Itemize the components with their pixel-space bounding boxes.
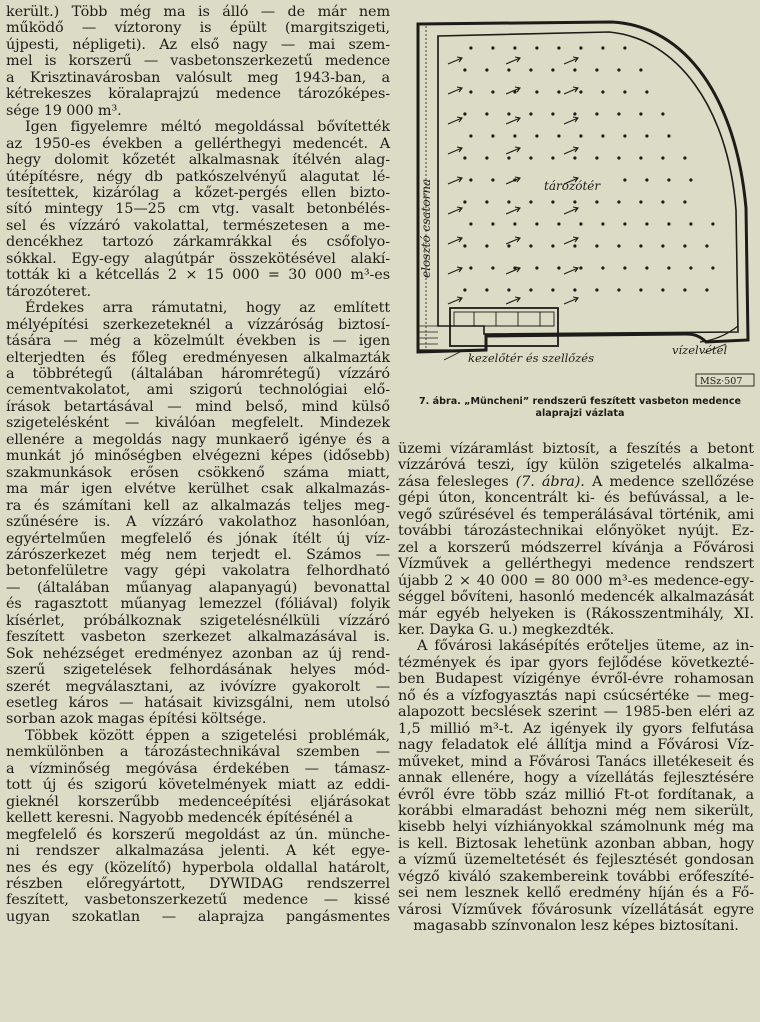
storage-dot — [623, 266, 626, 269]
storage-dot — [601, 90, 604, 93]
text-line: sorban azok magas építési költsége. — [6, 711, 267, 728]
storage-dot — [529, 288, 532, 291]
storage-dot — [573, 288, 576, 291]
flow-arrow — [564, 87, 578, 94]
text-line: is kell. Biztosak lehetünk azonban abban, hogy — [398, 835, 754, 852]
figure-7-floor-plan — [404, 8, 756, 388]
text-line: zása felesleges (7. ábra). A medence szellőzése — [398, 473, 755, 490]
storage-dot — [485, 244, 488, 247]
text-line: működő — víztorony is épült (margitszigeti, — [6, 20, 390, 37]
flow-arrow — [448, 147, 462, 154]
storage-dot — [617, 288, 620, 291]
text-line: mel is korszerű — vasbetonszerkezetű medence — [6, 53, 390, 70]
storage-dot — [667, 178, 670, 181]
storage-dot — [551, 156, 554, 159]
storage-space-label: tározótér — [544, 179, 601, 193]
storage-dot — [667, 222, 670, 225]
flow-arrow — [506, 297, 520, 304]
text-line: ker. Dayka G. u.) megkezdték. — [398, 621, 615, 638]
text-line: zárószerkezet még nem terjedt el. Számos — — [6, 546, 390, 563]
storage-dot — [491, 134, 494, 137]
flow-arrow — [564, 207, 578, 214]
text-line: írások betartásával — mind belső, mind külső — [6, 398, 390, 415]
figure-stamp: MSz·507 — [700, 376, 743, 387]
text-line: városi Vízművek fővárosunk vízellátását egyre — [398, 901, 754, 918]
storage-dot — [513, 46, 516, 49]
text-line: mélyépítési szerkezeteknél a vízzáróság biztosí- — [6, 316, 390, 333]
storage-dot — [645, 222, 648, 225]
storage-dot — [595, 244, 598, 247]
figure-reference: (7. ábra) — [515, 473, 581, 490]
storage-dot — [529, 200, 532, 203]
text-line: tározóteret. — [6, 283, 92, 300]
storage-dot — [617, 200, 620, 203]
storage-dot — [529, 156, 532, 159]
storage-dot — [513, 222, 516, 225]
storage-dot — [485, 200, 488, 203]
text-line: a vízmű üzemeltetését és fejlesztését gondosan — [398, 852, 754, 869]
storage-dot — [689, 266, 692, 269]
text-line: útépítésre, négy db patkószelvényű alagutat lé- — [6, 168, 390, 185]
flow-arrow — [564, 57, 578, 64]
text-line: ellenére a megoldás nagy munkaerő igénye és a — [6, 431, 390, 448]
distribution-channel-label: elosztó csatorna — [419, 178, 433, 278]
storage-dot — [601, 266, 604, 269]
text-line: egyértelműen megfelelő és jónak ítélt új víz- — [6, 530, 390, 547]
storage-dot — [661, 288, 664, 291]
text-line: végző kiváló szakembereink további erőfeszíté- — [398, 868, 754, 885]
text-line: megfelelő és korszerű megoldást az ún. münche- — [6, 826, 390, 843]
storage-dot — [557, 46, 560, 49]
storage-dot-grid — [463, 46, 714, 291]
storage-dot — [601, 222, 604, 225]
text-line: már egyéb helyeken is (Rákosszentmihály, XI. — [398, 605, 754, 622]
storage-dot — [507, 156, 510, 159]
text-line: korábbi elmaradást behozni még nem sikerült, — [398, 802, 754, 819]
storage-dot — [469, 46, 472, 49]
text-line: kétrekeszes köralaprajzú medence tározóképes- — [6, 86, 390, 103]
storage-dot — [463, 68, 466, 71]
text-line: szerű szigetelések felhordásának helyes mód- — [6, 662, 390, 679]
figure-caption — [404, 396, 756, 420]
storage-dot — [573, 244, 576, 247]
text-line: alapozott becslések szerint — 1985-ben eléri az — [398, 704, 754, 721]
storage-dot — [661, 156, 664, 159]
water-intake-label: vízelvétel — [672, 343, 728, 357]
right-column — [398, 441, 754, 935]
storage-dot — [705, 288, 708, 291]
storage-dot — [623, 178, 626, 181]
flow-arrow — [506, 117, 520, 124]
text-line: A fővárosi lakásépítés erőteljes üteme, az in- — [417, 638, 754, 655]
storage-dot — [551, 244, 554, 247]
storage-dot — [639, 112, 642, 115]
storage-dot — [579, 46, 582, 49]
text-line: nes és egy (közelítő) hyperbola oldallal határolt, — [6, 859, 390, 876]
storage-dot — [711, 266, 714, 269]
text-line: betonfelületre vagy gépi vakolatra felhordható — [6, 563, 390, 580]
storage-dot — [535, 46, 538, 49]
storage-dot — [557, 222, 560, 225]
flow-arrow — [448, 237, 462, 244]
storage-dot — [683, 156, 686, 159]
storage-dot — [551, 112, 554, 115]
storage-dot — [573, 156, 576, 159]
flow-arrow — [564, 117, 578, 124]
text-line: ra és számítani kell az alkalmazás teljes meg- — [6, 497, 390, 514]
storage-dot — [667, 134, 670, 137]
text-line: kísérlet, próbálkoznak szigetelésnélküli vízzáró — [6, 612, 390, 629]
text-line: tesítettek, kizárólag a kőzet-pergés ellen bizto- — [6, 184, 390, 201]
storage-dot — [507, 112, 510, 115]
text-line: ma már igen elvétve kerülhet csak alkalmazás- — [6, 481, 390, 498]
storage-dot — [661, 244, 664, 247]
text-line: dencékhez tartozó zárkamrákkal és csőfolyo- — [6, 234, 390, 251]
storage-dot — [683, 200, 686, 203]
flow-arrow — [506, 237, 520, 244]
flow-arrow — [506, 207, 520, 214]
storage-dot — [513, 134, 516, 137]
text-line: Vízművek a gellérthegyi medence rendszert — [398, 556, 754, 573]
text-line: vegő szűrésével és temperálásával történik, ami — [398, 506, 754, 523]
flow-arrow — [448, 297, 462, 304]
text-line: részben előregyártott, DYWIDAG rendszerrel — [6, 876, 390, 893]
text-line: újabb 2 × 40 000 = 80 000 m³-es medence-egy- — [398, 572, 754, 589]
text-line: Sok nehézséget eredményez azonban az új rend- — [6, 645, 390, 662]
storage-dot — [579, 222, 582, 225]
storage-dot — [711, 222, 714, 225]
text-line: tották ki a kétcellás 2 × 15 000 = 30 000 m³-es — [6, 267, 390, 284]
text-line: sége 19 000 m³. — [6, 102, 122, 119]
text-line: séggel bővíteni, hasonló medencék alkalmazását — [398, 589, 754, 606]
storage-dot — [617, 244, 620, 247]
flow-arrow — [448, 117, 462, 124]
text-line: ugyan szokatlan — alaprajza pangásmentes — [6, 908, 390, 925]
flow-arrow — [506, 267, 520, 274]
storage-dot — [485, 68, 488, 71]
text-line: szűnésére is. A vízzáró vakolathoz hasonlóan, — [6, 514, 390, 531]
text-line: ben Budapest vízigénye évről-évre rohamosan — [398, 671, 754, 688]
storage-dot — [491, 46, 494, 49]
flow-arrow — [564, 267, 578, 274]
storage-dot — [579, 90, 582, 93]
text-line: magasabb színvonalon lesz képes biztosítani. — [413, 918, 739, 935]
storage-dot — [573, 200, 576, 203]
storage-dot — [535, 134, 538, 137]
text-line: további tározástechnikai előnyöket nyújt. Ez- — [398, 523, 754, 540]
text-line: újpesti, népligeti). Az első nagy — mai szem- — [6, 36, 390, 53]
text-line: tott új és szigorú követelmények miatt az eddi- — [6, 777, 390, 794]
storage-dot — [507, 244, 510, 247]
text-line: tézmények és ipar gyors fejlődése következté- — [398, 654, 754, 671]
storage-dot — [485, 156, 488, 159]
service-room-label: kezelőtér és szellőzés — [468, 351, 594, 365]
storage-dot — [683, 288, 686, 291]
storage-dot — [557, 266, 560, 269]
storage-dot — [689, 222, 692, 225]
text-line: gieknél korszerűbb medenceépítési eljárásokat — [6, 793, 390, 810]
storage-dot — [573, 112, 576, 115]
text-line: kellett keresni. Nagyobb medencék építésénél a — [6, 810, 353, 827]
storage-dot — [491, 178, 494, 181]
storage-dot — [595, 68, 598, 71]
storage-dot — [551, 288, 554, 291]
storage-dot — [705, 244, 708, 247]
text-line: sókkal. Egy-egy alagútpár összekötésével alakí- — [6, 250, 390, 267]
storage-dot — [469, 266, 472, 269]
storage-dot — [639, 200, 642, 203]
storage-dot — [463, 288, 466, 291]
text-line: nő és a vízfogyasztás napi csúcsértéke — meg- — [398, 687, 754, 704]
flow-arrow — [448, 57, 462, 64]
storage-dot — [617, 156, 620, 159]
storage-dot — [469, 178, 472, 181]
text-line: üzemi vízáramlást biztosít, a feszítés a betont — [398, 441, 754, 457]
text-line: feszített vasbeton szerkezet alkalmazásával is. — [6, 629, 390, 646]
inlet-steps — [418, 326, 438, 344]
text-line: Igen figyelemre méltó megoldással bővítették — [25, 119, 390, 136]
caption-line: alaprajzi vázlata — [535, 408, 625, 419]
flow-arrow — [506, 87, 520, 94]
flow-arrow — [448, 177, 462, 184]
text-line: nagy feladatok elé állítja mind a Fővárosi Víz- — [398, 737, 754, 754]
text-line: a Krisztinavárosban valósult meg 1943-ban, a — [6, 69, 390, 86]
text-line: tására — még a közelmúlt években is — igen — [6, 333, 390, 350]
storage-dot — [645, 266, 648, 269]
storage-dot — [661, 112, 664, 115]
storage-dot — [491, 222, 494, 225]
storage-dot — [557, 134, 560, 137]
text-line: cementvakolatot, ami szigorú technológiai elő- — [6, 382, 390, 399]
flow-arrow — [448, 207, 462, 214]
flow-arrow — [506, 177, 520, 184]
flow-arrow — [448, 87, 462, 94]
storage-dot — [601, 134, 604, 137]
storage-dot — [601, 46, 604, 49]
storage-dot — [491, 90, 494, 93]
storage-dot — [667, 266, 670, 269]
text-line: 1,5 millió m³-t. Az igények ily gyors felfutása — [398, 720, 754, 737]
service-room-block — [450, 308, 558, 346]
storage-dot — [623, 46, 626, 49]
text-line: vízzáróvá teszi, így külön szigetelés alkalma- — [398, 457, 754, 474]
storage-dot — [595, 288, 598, 291]
storage-dot — [645, 90, 648, 93]
left-column — [6, 4, 390, 925]
text-line: Többek között éppen a szigetelési problémák, — [25, 727, 390, 744]
text-line: elterjedten és főleg eredményesen alkalmazták — [6, 349, 390, 366]
text-line: a többrétegű (általában háromrétegű) vízzáró — [6, 365, 390, 382]
storage-dot — [623, 90, 626, 93]
storage-dot — [639, 244, 642, 247]
storage-dot — [623, 134, 626, 137]
text-line: szakmunkások erősen csökkenő száma miatt, — [6, 464, 390, 481]
storage-dot — [529, 244, 532, 247]
storage-dot — [683, 244, 686, 247]
storage-dot — [557, 90, 560, 93]
storage-dot — [469, 134, 472, 137]
storage-dot — [595, 156, 598, 159]
text-line: sei nem lesznek kellő eredmény híján és a Fő- — [398, 885, 754, 902]
flow-arrow — [564, 237, 578, 244]
storage-dot — [529, 112, 532, 115]
flow-arrow — [506, 147, 520, 154]
storage-dot — [595, 112, 598, 115]
storage-dot — [645, 134, 648, 137]
text-line: a vízminőség megóvása érdekében — támasz- — [6, 760, 390, 777]
storage-dot — [535, 90, 538, 93]
text-line: került.) Több még ma is álló — de már nem — [6, 4, 390, 20]
text-line: zel a korszerű módszerrel kívánja a Fővárosi — [398, 539, 754, 556]
text-line: annak ellenére, hogy a vízellátás fejlesztésére — [398, 770, 754, 787]
storage-dot — [551, 68, 554, 71]
flow-arrow — [506, 57, 520, 64]
text-line: szerét megválasztani, az ivóvízre gyakorolt — — [6, 678, 390, 695]
text-line: — (általában műanyag alapanyagú) bevonattal — [6, 579, 390, 596]
storage-dot — [639, 288, 642, 291]
storage-dot — [469, 90, 472, 93]
storage-dot — [463, 200, 466, 203]
text-line: munkát jó minőségben elvégezni képes (idősebb) — [6, 448, 390, 465]
storage-dot — [485, 288, 488, 291]
text-line: sel és vízzáró vakolattal, természetesen a me- — [6, 217, 390, 234]
storage-dot — [485, 112, 488, 115]
storage-dot — [469, 222, 472, 225]
text-line: nemkülönben a tározástechnikával szemben — — [6, 744, 390, 761]
storage-dot — [617, 68, 620, 71]
storage-dot — [639, 68, 642, 71]
storage-dot — [507, 68, 510, 71]
storage-dot — [595, 200, 598, 203]
storage-dot — [463, 156, 466, 159]
storage-dot — [573, 68, 576, 71]
text-line: sító mintegy 15—25 cm vtg. vasalt betonbélés- — [6, 201, 390, 218]
text-line: ni rendszer alkalmazása jelenti. A két egye- — [6, 843, 390, 860]
storage-dot — [529, 68, 532, 71]
storage-dot — [491, 266, 494, 269]
storage-dot — [535, 222, 538, 225]
storage-dot — [689, 178, 692, 181]
text-line: szigetelésként — kiválóan megfelelt. Mindezek — [6, 415, 390, 432]
storage-dot — [661, 200, 664, 203]
text-line: és ragasztott műanyag lemezzel (fóliával) folyik — [6, 596, 390, 613]
storage-dot — [579, 266, 582, 269]
text-line: kisebb helyi vízhiányokkal számolnunk még ma — [398, 819, 754, 836]
text-line: esetleg káros — hatásait kivizsgálni, nem utolsó — [6, 695, 390, 712]
storage-dot — [617, 112, 620, 115]
text-line: gépi úton, koncentrált ki- és befúvással, a le- — [398, 490, 754, 507]
storage-dot — [507, 200, 510, 203]
flow-arrow — [564, 297, 578, 304]
storage-dot — [645, 178, 648, 181]
storage-dot — [507, 288, 510, 291]
flow-arrow — [564, 147, 578, 154]
flow-arrow — [448, 267, 462, 274]
text-line: feszített, vasbetonszerkezetű medence — kissé — [6, 892, 390, 909]
storage-dot — [463, 112, 466, 115]
storage-dot — [639, 156, 642, 159]
storage-dot — [551, 200, 554, 203]
text-line: műveket, mind a Fővárosi Tanács illetékeseit és — [398, 753, 754, 770]
storage-dot — [535, 266, 538, 269]
text-line: hegy dolomit kőzetét alkalmasnak ítélvén alag- — [6, 152, 390, 169]
storage-dot — [623, 222, 626, 225]
text-line: évről évre több száz millió Ft-ot fordítanak, a — [398, 786, 754, 803]
text-line: Érdekes arra rámutatni, hogy az említett — [25, 300, 390, 317]
caption-line: 7. ábra. „Müncheni” rendszerű feszített vasbeton medence — [418, 396, 742, 407]
text-line: az 1950-es években a gellérthegyi medencét. A — [6, 135, 390, 152]
storage-dot — [579, 134, 582, 137]
storage-dot — [463, 244, 466, 247]
